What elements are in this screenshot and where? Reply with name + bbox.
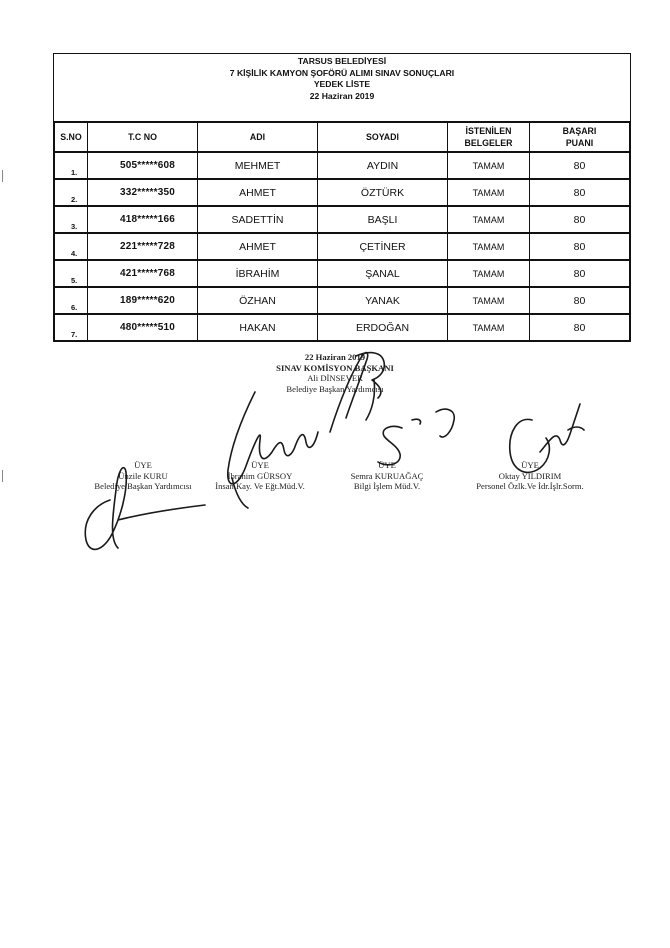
cell-puan: 80	[530, 287, 630, 314]
member-name: Oktay YILDIRIM	[498, 470, 562, 481]
cell-tc: 418*****166	[88, 206, 198, 233]
cell-soyadi: ÇETİNER	[318, 233, 448, 260]
cell-belgeler: TAMAM	[448, 179, 530, 206]
member-signature-block	[322, 460, 452, 492]
table-row	[55, 314, 630, 341]
table-row	[55, 179, 630, 206]
cell-puan: 80	[530, 206, 630, 233]
cell-adi: AHMET	[198, 179, 318, 206]
member-name: İbrahim GÜRSOY	[227, 470, 293, 481]
cell-sno: 5.	[55, 260, 88, 287]
results-table	[54, 122, 630, 341]
member-role: Belediye Başkan Yardımcısı	[94, 481, 192, 491]
cell-tc: 189*****620	[88, 287, 198, 314]
member-signature-block	[78, 460, 208, 492]
member-signature-block	[460, 460, 600, 492]
cell-adi: ÖZHAN	[198, 287, 318, 314]
col-header-puan-line2: PUANI	[565, 138, 594, 148]
col-header-puan-line1: BAŞARI	[562, 126, 597, 136]
member-role: Bilgi İşlem Müd.V.	[353, 481, 421, 491]
cell-soyadi: YANAK	[318, 287, 448, 314]
member-label: ÜYE	[378, 460, 396, 470]
cell-sno: 1.	[55, 152, 88, 179]
cell-soyadi: ERDOĞAN	[318, 314, 448, 341]
cell-adi: İBRAHİM	[198, 260, 318, 287]
president-role: Belediye Başkan Yardımcısı	[286, 383, 384, 394]
cell-adi: AHMET	[198, 233, 318, 260]
member-label: ÜYE	[134, 460, 152, 470]
cell-tc: 505*****608	[88, 152, 198, 179]
cell-sno: 7.	[55, 314, 88, 341]
col-header-belgeler-line2: BELGELER	[464, 138, 513, 148]
table-header-row	[55, 123, 630, 153]
table-row	[55, 287, 630, 314]
cell-adi: HAKAN	[198, 314, 318, 341]
cell-tc: 221*****728	[88, 233, 198, 260]
cell-soyadi: AYDIN	[318, 152, 448, 179]
cell-belgeler: TAMAM	[448, 314, 530, 341]
header-date: 22 Haziran 2019	[309, 90, 375, 101]
col-header-adi: ADI	[198, 123, 318, 153]
cell-sno: 2.	[55, 179, 88, 206]
cell-belgeler: TAMAM	[448, 287, 530, 314]
margin-mark	[2, 170, 3, 182]
cell-tc: 332*****350	[88, 179, 198, 206]
member-role: İnsan Kay. Ve Eğt.Müd.V.	[215, 481, 305, 491]
member-signature-block	[190, 460, 330, 492]
cell-sno: 3.	[55, 206, 88, 233]
table-row	[55, 260, 630, 287]
cell-puan: 80	[530, 314, 630, 341]
cell-sno: 4.	[55, 233, 88, 260]
member-name: Ünzile KURU	[118, 470, 168, 481]
col-header-belgeler	[448, 123, 530, 153]
cell-belgeler: TAMAM	[448, 206, 530, 233]
member-label: ÜYE	[521, 460, 539, 470]
table-row	[55, 233, 630, 260]
cell-tc: 421*****768	[88, 260, 198, 287]
cell-adi: SADETTİN	[198, 206, 318, 233]
cell-adi: MEHMET	[198, 152, 318, 179]
president-signature-block	[250, 352, 420, 394]
cell-belgeler: TAMAM	[448, 152, 530, 179]
cell-puan: 80	[530, 152, 630, 179]
member-role: Personel Özlk.Ve İdr.İşlr.Sorm.	[476, 481, 584, 491]
table-row	[55, 152, 630, 179]
cell-soyadi: ÖZTÜRK	[318, 179, 448, 206]
table-row	[55, 206, 630, 233]
header-exam-title: 7 KİŞİLİK KAMYON ŞOFÖRÜ ALIMI SINAV SONUÇLARI	[229, 67, 455, 78]
document-header	[54, 54, 630, 122]
col-header-sno: S.NO	[55, 123, 88, 153]
header-list-type: YEDEK LİSTE	[313, 79, 371, 89]
col-header-tc: T.C NO	[88, 123, 198, 153]
president-date: 22 Haziran 2019	[304, 352, 366, 362]
cell-belgeler: TAMAM	[448, 233, 530, 260]
cell-soyadi: ŞANAL	[318, 260, 448, 287]
president-title: SINAV KOMİSYON BAŞKANI	[276, 362, 394, 373]
results-sheet	[53, 53, 631, 342]
cell-puan: 80	[530, 233, 630, 260]
signature-member-3	[378, 409, 454, 465]
cell-tc: 480*****510	[88, 314, 198, 341]
president-name: Ali DİNSEVER	[307, 373, 363, 383]
cell-soyadi: BAŞLI	[318, 206, 448, 233]
member-name: Semra KURUAĞAÇ	[350, 470, 424, 481]
cell-puan: 80	[530, 179, 630, 206]
col-header-soyadi: SOYADI	[318, 123, 448, 153]
cell-belgeler: TAMAM	[448, 260, 530, 287]
cell-puan: 80	[530, 260, 630, 287]
margin-mark	[2, 470, 3, 482]
col-header-belgeler-line1: İSTENİLEN	[465, 126, 512, 136]
col-header-puan	[530, 123, 630, 153]
header-municipality: TARSUS BELEDİYESİ	[297, 56, 387, 66]
member-label: ÜYE	[251, 460, 269, 470]
cell-sno: 6.	[55, 287, 88, 314]
